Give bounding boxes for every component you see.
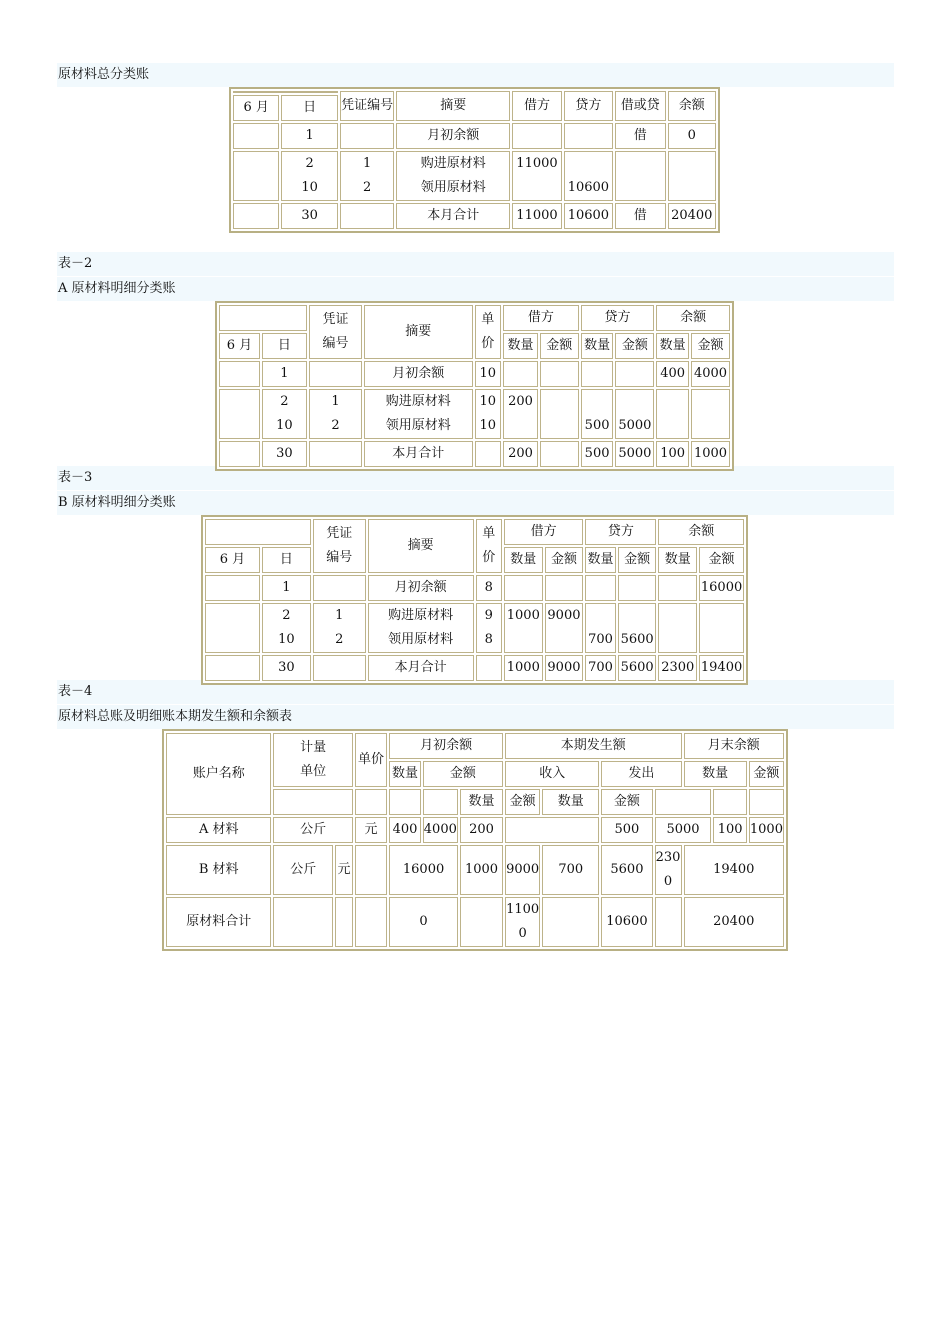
header-credit: 贷方: [564, 91, 613, 121]
cell-debit-amount: [540, 441, 579, 467]
cell-summary: 购进原材料 领用原材料: [368, 603, 474, 653]
table-row: [233, 123, 716, 149]
header-closing: 月末余额: [684, 733, 784, 759]
cell-balance-amount: 16000: [699, 575, 744, 601]
cell-credit: 10600: [564, 151, 613, 201]
cell-debit-amount: 9000: [545, 603, 584, 653]
cell-day: 1: [262, 575, 311, 601]
cell-credit-amount: [615, 361, 654, 387]
cell-summary: 月初余额: [396, 123, 510, 149]
table-row: [205, 575, 744, 601]
cell-income-amount: 1100 0: [505, 897, 540, 947]
table-row: [233, 203, 716, 229]
header-debit: 借方: [512, 91, 561, 121]
cell-balance-amount: 4000: [691, 361, 730, 387]
cell-debit-amount: [545, 575, 584, 601]
cell-voucher: [340, 123, 394, 149]
header-account: 账户名称: [166, 733, 271, 815]
header-amount: 金额: [749, 761, 784, 787]
table-row: [219, 389, 730, 439]
cell-debit-qty: 1000: [504, 603, 543, 653]
cell-debit: 11000: [512, 151, 561, 201]
table-row: [166, 845, 784, 895]
header-voucher: 凭证编号: [340, 91, 394, 121]
cell-debit-amount: 9000: [545, 655, 584, 681]
cell-opening-amount: 0: [389, 897, 458, 947]
cell-issue-amount: 5000: [655, 817, 712, 843]
cell-credit-qty: 500: [581, 441, 614, 467]
table-row: [166, 897, 784, 947]
cell-debit-qty: [504, 575, 543, 601]
cell-issue-qty: 700: [542, 845, 599, 895]
header-month: 6 月: [233, 95, 279, 121]
header-balance: 余额: [668, 91, 716, 121]
cell-day: 2 10: [262, 603, 311, 653]
cell-account: 原材料合计: [166, 897, 271, 947]
cell-opening-amount: 4000: [423, 817, 458, 843]
header-summary: 摘要: [368, 519, 474, 573]
cell-balance: 20400: [668, 203, 716, 229]
table2-title: A 原材料明细分类账: [57, 277, 894, 301]
cell-price: 10: [475, 361, 502, 387]
cell-voucher: 1 2: [340, 151, 394, 201]
cell-day: 2 10: [262, 389, 307, 439]
header-qty: 数量: [503, 333, 538, 359]
cell-debit: [512, 123, 561, 149]
cell-credit: [564, 123, 613, 149]
header-issue: 发出: [601, 761, 681, 787]
table-row: [219, 361, 730, 387]
cell-price: [476, 655, 502, 681]
cell-summary: 本月合计: [364, 441, 472, 467]
cell-credit-amount: 5000: [615, 389, 654, 439]
header-blank: [233, 91, 338, 93]
table-row: [166, 817, 784, 843]
header-income-amount: 金额: [505, 789, 540, 815]
table3-title: B 原材料明细分类账: [57, 491, 894, 515]
header-issue-qty: 数量: [542, 789, 599, 815]
cell-price: 9 8: [476, 603, 502, 653]
cell-summary: 本月合计: [396, 203, 510, 229]
header-price: 单 价: [475, 305, 502, 359]
header-qty: 数量: [504, 547, 543, 573]
cell-balance-qty: 400: [656, 361, 689, 387]
header-qty: 数量: [656, 333, 689, 359]
cell-unit: 公斤: [273, 845, 333, 895]
cell-day: 2 10: [281, 151, 337, 201]
cell-unit: 公斤: [273, 817, 352, 843]
cell-credit-amount: 5600: [618, 655, 657, 681]
cell-day: 1: [262, 361, 307, 387]
cell-account: B 材料: [166, 845, 271, 895]
cell-issue-amount: 5600: [601, 845, 652, 895]
cell-summary: 购进原材料 领用原材料: [364, 389, 472, 439]
header-amount: 金额: [545, 547, 584, 573]
table1-title: 原材料总分类账: [57, 63, 894, 87]
header-summary: 摘要: [396, 91, 510, 121]
cell-day: 30: [262, 655, 311, 681]
header-amount: 金额: [699, 547, 744, 573]
header-price: 单价: [355, 733, 387, 787]
cell-day: 30: [262, 441, 307, 467]
cell-summary: 购进原材料 领用原材料: [396, 151, 510, 201]
cell-debit-qty: 200: [503, 389, 538, 439]
cell-balance-qty: [658, 575, 697, 601]
cell-closing-qty: 230 0: [655, 845, 682, 895]
cell-opening-amount: 16000: [389, 845, 458, 895]
header-opening: 月初余额: [389, 733, 503, 759]
cell-income-qty: 1000: [460, 845, 503, 895]
cell-voucher: [313, 575, 366, 601]
material-a-ledger-table: [215, 301, 734, 471]
header-period: 本期发生额: [505, 733, 681, 759]
cell-price: 元: [335, 845, 353, 895]
table-row: [233, 151, 716, 201]
header-qty: 数量: [585, 547, 616, 573]
cell-credit-qty: 700: [585, 603, 616, 653]
table4-label: 表－4: [57, 680, 894, 704]
header-income-qty: 数量: [460, 789, 503, 815]
header-unit: 计量 单位: [273, 733, 352, 787]
table-row: [205, 603, 744, 653]
header-voucher: 凭证 编号: [309, 305, 362, 359]
header-day: 日: [262, 547, 311, 573]
header-credit: 贷方: [581, 305, 655, 331]
cell-debit-qty: 200: [503, 441, 538, 467]
cell-direction: 借: [615, 203, 665, 229]
header-qty: 数量: [684, 761, 747, 787]
header-direction: 借或贷: [615, 91, 665, 121]
cell-debit-qty: 1000: [504, 655, 543, 681]
cell-voucher: 1 2: [309, 389, 362, 439]
header-amount: 金额: [691, 333, 730, 359]
cell-credit-qty: [581, 361, 614, 387]
cell-balance: 0: [668, 123, 716, 149]
cell-issue-qty: 500: [601, 817, 652, 843]
cell-debit-amount: [540, 361, 579, 387]
cell-income-amount: [505, 817, 599, 843]
table-row: [205, 655, 744, 681]
header-debit: 借方: [503, 305, 579, 331]
material-b-ledger-table: [201, 515, 748, 685]
cell-voucher: 1 2: [313, 603, 366, 653]
cell-day: 1: [281, 123, 337, 149]
header-debit: 借方: [504, 519, 583, 545]
cell-voucher: [313, 655, 366, 681]
general-ledger-table: [229, 87, 720, 233]
header-day: 日: [281, 95, 337, 121]
header-summary: 摘要: [364, 305, 472, 359]
cell-credit-amount: 5600: [618, 603, 657, 653]
header-balance: 余额: [658, 519, 744, 545]
table2-label: 表－2: [57, 252, 894, 276]
cell-closing-amount: 1000: [749, 817, 784, 843]
cell-voucher: [340, 203, 394, 229]
cell-credit-amount: 5000: [615, 441, 654, 467]
cell-closing-qty: 100: [713, 817, 746, 843]
cell-closing-amount: 20400: [684, 897, 784, 947]
cell-debit: 11000: [512, 203, 561, 229]
cell-credit-amount: [618, 575, 657, 601]
cell-credit-qty: 700: [585, 655, 616, 681]
header-qty: 数量: [581, 333, 614, 359]
cell-price: [475, 441, 502, 467]
cell-account: A 材料: [166, 817, 271, 843]
table3-label: 表－3: [57, 466, 894, 490]
cell-day: 30: [281, 203, 337, 229]
header-amount: 金额: [423, 761, 503, 787]
table-row: [219, 441, 730, 467]
header-qty: 数量: [389, 761, 421, 787]
cell-issue-amount: 10600: [601, 897, 652, 947]
cell-debit-amount: [540, 389, 579, 439]
cell-closing-amount: 19400: [684, 845, 784, 895]
cell-price: 元: [355, 817, 387, 843]
header-amount: 金额: [618, 547, 657, 573]
cell-balance-amount: 1000: [691, 441, 730, 467]
table4-title: 原材料总账及明细账本期发生额和余额表: [57, 705, 894, 729]
header-voucher: 凭证 编号: [313, 519, 366, 573]
header-credit: 贷方: [585, 519, 656, 545]
cell-price: 8: [476, 575, 502, 601]
header-amount: 金额: [615, 333, 654, 359]
cell-credit-qty: 500: [581, 389, 614, 439]
summary-balance-table: [162, 729, 788, 951]
cell-summary: 本月合计: [368, 655, 474, 681]
cell-opening-qty: 400: [389, 817, 421, 843]
cell-direction: 借: [615, 123, 665, 149]
header-day: 日: [262, 333, 307, 359]
cell-income-amount: 9000: [505, 845, 540, 895]
header-income: 收入: [505, 761, 599, 787]
cell-voucher: [309, 441, 362, 467]
header-price: 单 价: [476, 519, 502, 573]
cell-income-qty: 200: [460, 817, 503, 843]
cell-voucher: [309, 361, 362, 387]
header-month: 6 月: [205, 547, 260, 573]
header-amount: 金额: [540, 333, 579, 359]
cell-price: 10 10: [475, 389, 502, 439]
header-month: 6 月: [219, 333, 260, 359]
cell-balance-qty: 100: [656, 441, 689, 467]
cell-balance-amount: 19400: [699, 655, 744, 681]
cell-credit: 10600: [564, 203, 613, 229]
cell-summary: 月初余额: [368, 575, 474, 601]
header-issue-amount: 金额: [601, 789, 652, 815]
cell-summary: 月初余额: [364, 361, 472, 387]
cell-debit-qty: [503, 361, 538, 387]
cell-credit-qty: [585, 575, 616, 601]
header-qty: 数量: [658, 547, 697, 573]
header-balance: 余额: [656, 305, 730, 331]
cell-balance-qty: 2300: [658, 655, 697, 681]
